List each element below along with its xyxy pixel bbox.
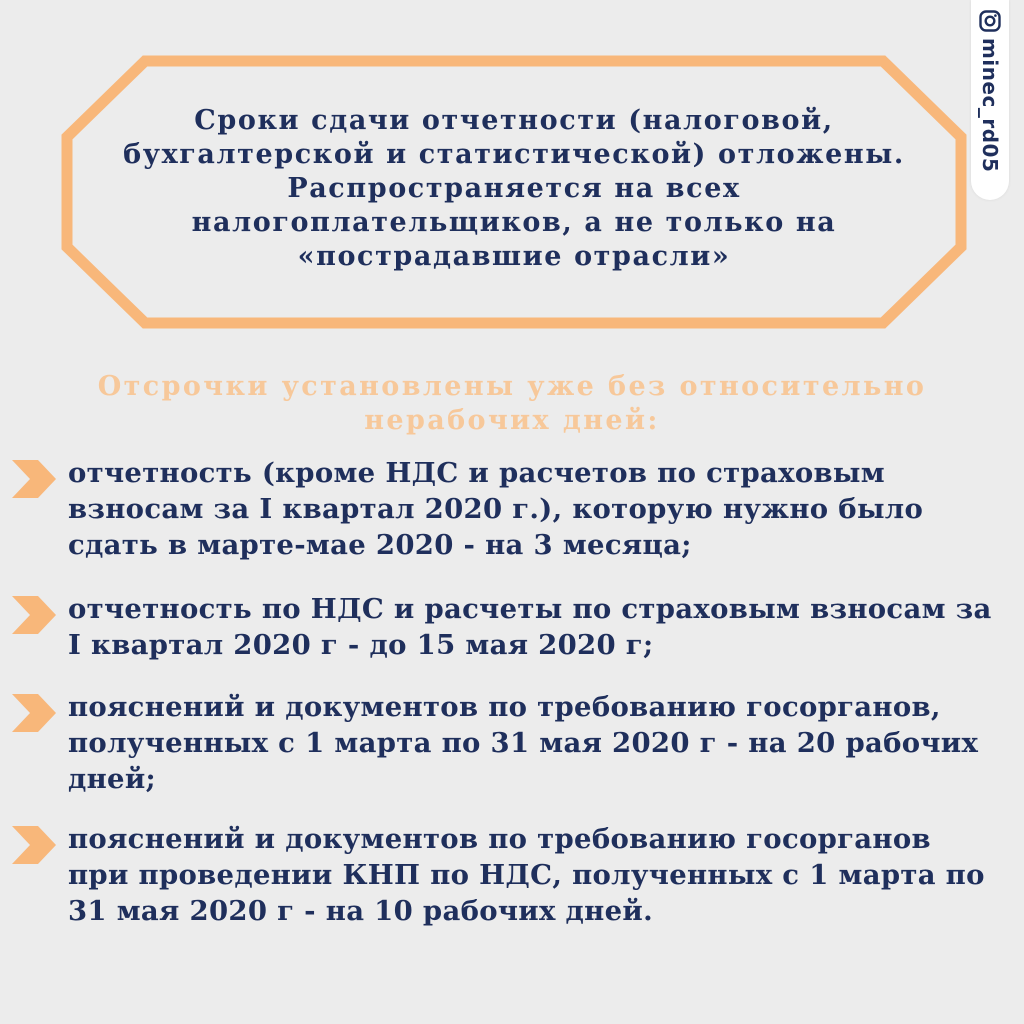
list-item-text — [68, 689, 1008, 797]
instagram-icon — [979, 10, 1001, 32]
chevron-right-icon — [12, 694, 56, 732]
list-item-line: сдать в марте-мае 2020 - на 3 месяца; — [68, 529, 692, 561]
header-text — [80, 104, 948, 274]
subtitle-line: нерабочих дней: — [364, 405, 660, 436]
chevron-right-icon — [12, 826, 56, 864]
header-line: «пострадавшие отрасли» — [297, 241, 731, 272]
list-item-line: отчетность по НДС и расчеты по страховым взносам за — [68, 593, 992, 625]
account-tag[interactable] — [971, 0, 1009, 200]
list-item-line: пояснений и документов по требованию госорганов — [68, 823, 931, 855]
list-item-line: пояснений и документов по требованию госорганов, — [68, 691, 941, 723]
header-line: бухгалтерской и статистической) отложены. — [123, 139, 905, 170]
list-item-text — [68, 591, 1008, 663]
subtitle-line: Отсрочки установлены уже без относительно — [97, 371, 927, 402]
chevron-right-icon — [12, 460, 56, 498]
list-item-line: полученных с 1 марта по 31 мая 2020 г - на 20 рабочих — [68, 727, 979, 759]
list-item-text — [68, 821, 1008, 929]
list-item-line: при проведении КНП по НДС, полученных с 1 марта по — [68, 859, 985, 891]
list-item-line: I квартал 2020 г - до 15 мая 2020 г; — [68, 629, 654, 661]
subtitle — [40, 370, 984, 438]
list-item-line: дней; — [68, 763, 157, 795]
header-frame — [60, 54, 968, 330]
account-handle: minec_rd05 — [978, 38, 1002, 173]
list-item-line: взносам за I квартал 2020 г.), которую нужно было — [68, 493, 924, 525]
list-item-text — [68, 455, 1008, 563]
header-line: Сроки сдачи отчетности (налоговой, — [194, 105, 834, 136]
list-item-line: 31 мая 2020 г - на 10 рабочих дней. — [68, 895, 653, 927]
list-item-line: отчетность (кроме НДС и расчетов по страховым — [68, 457, 885, 489]
chevron-right-icon — [12, 596, 56, 634]
header-line: Распространяется на всех — [287, 173, 741, 204]
header-line: налогоплательщиков, а не только на — [191, 207, 837, 238]
